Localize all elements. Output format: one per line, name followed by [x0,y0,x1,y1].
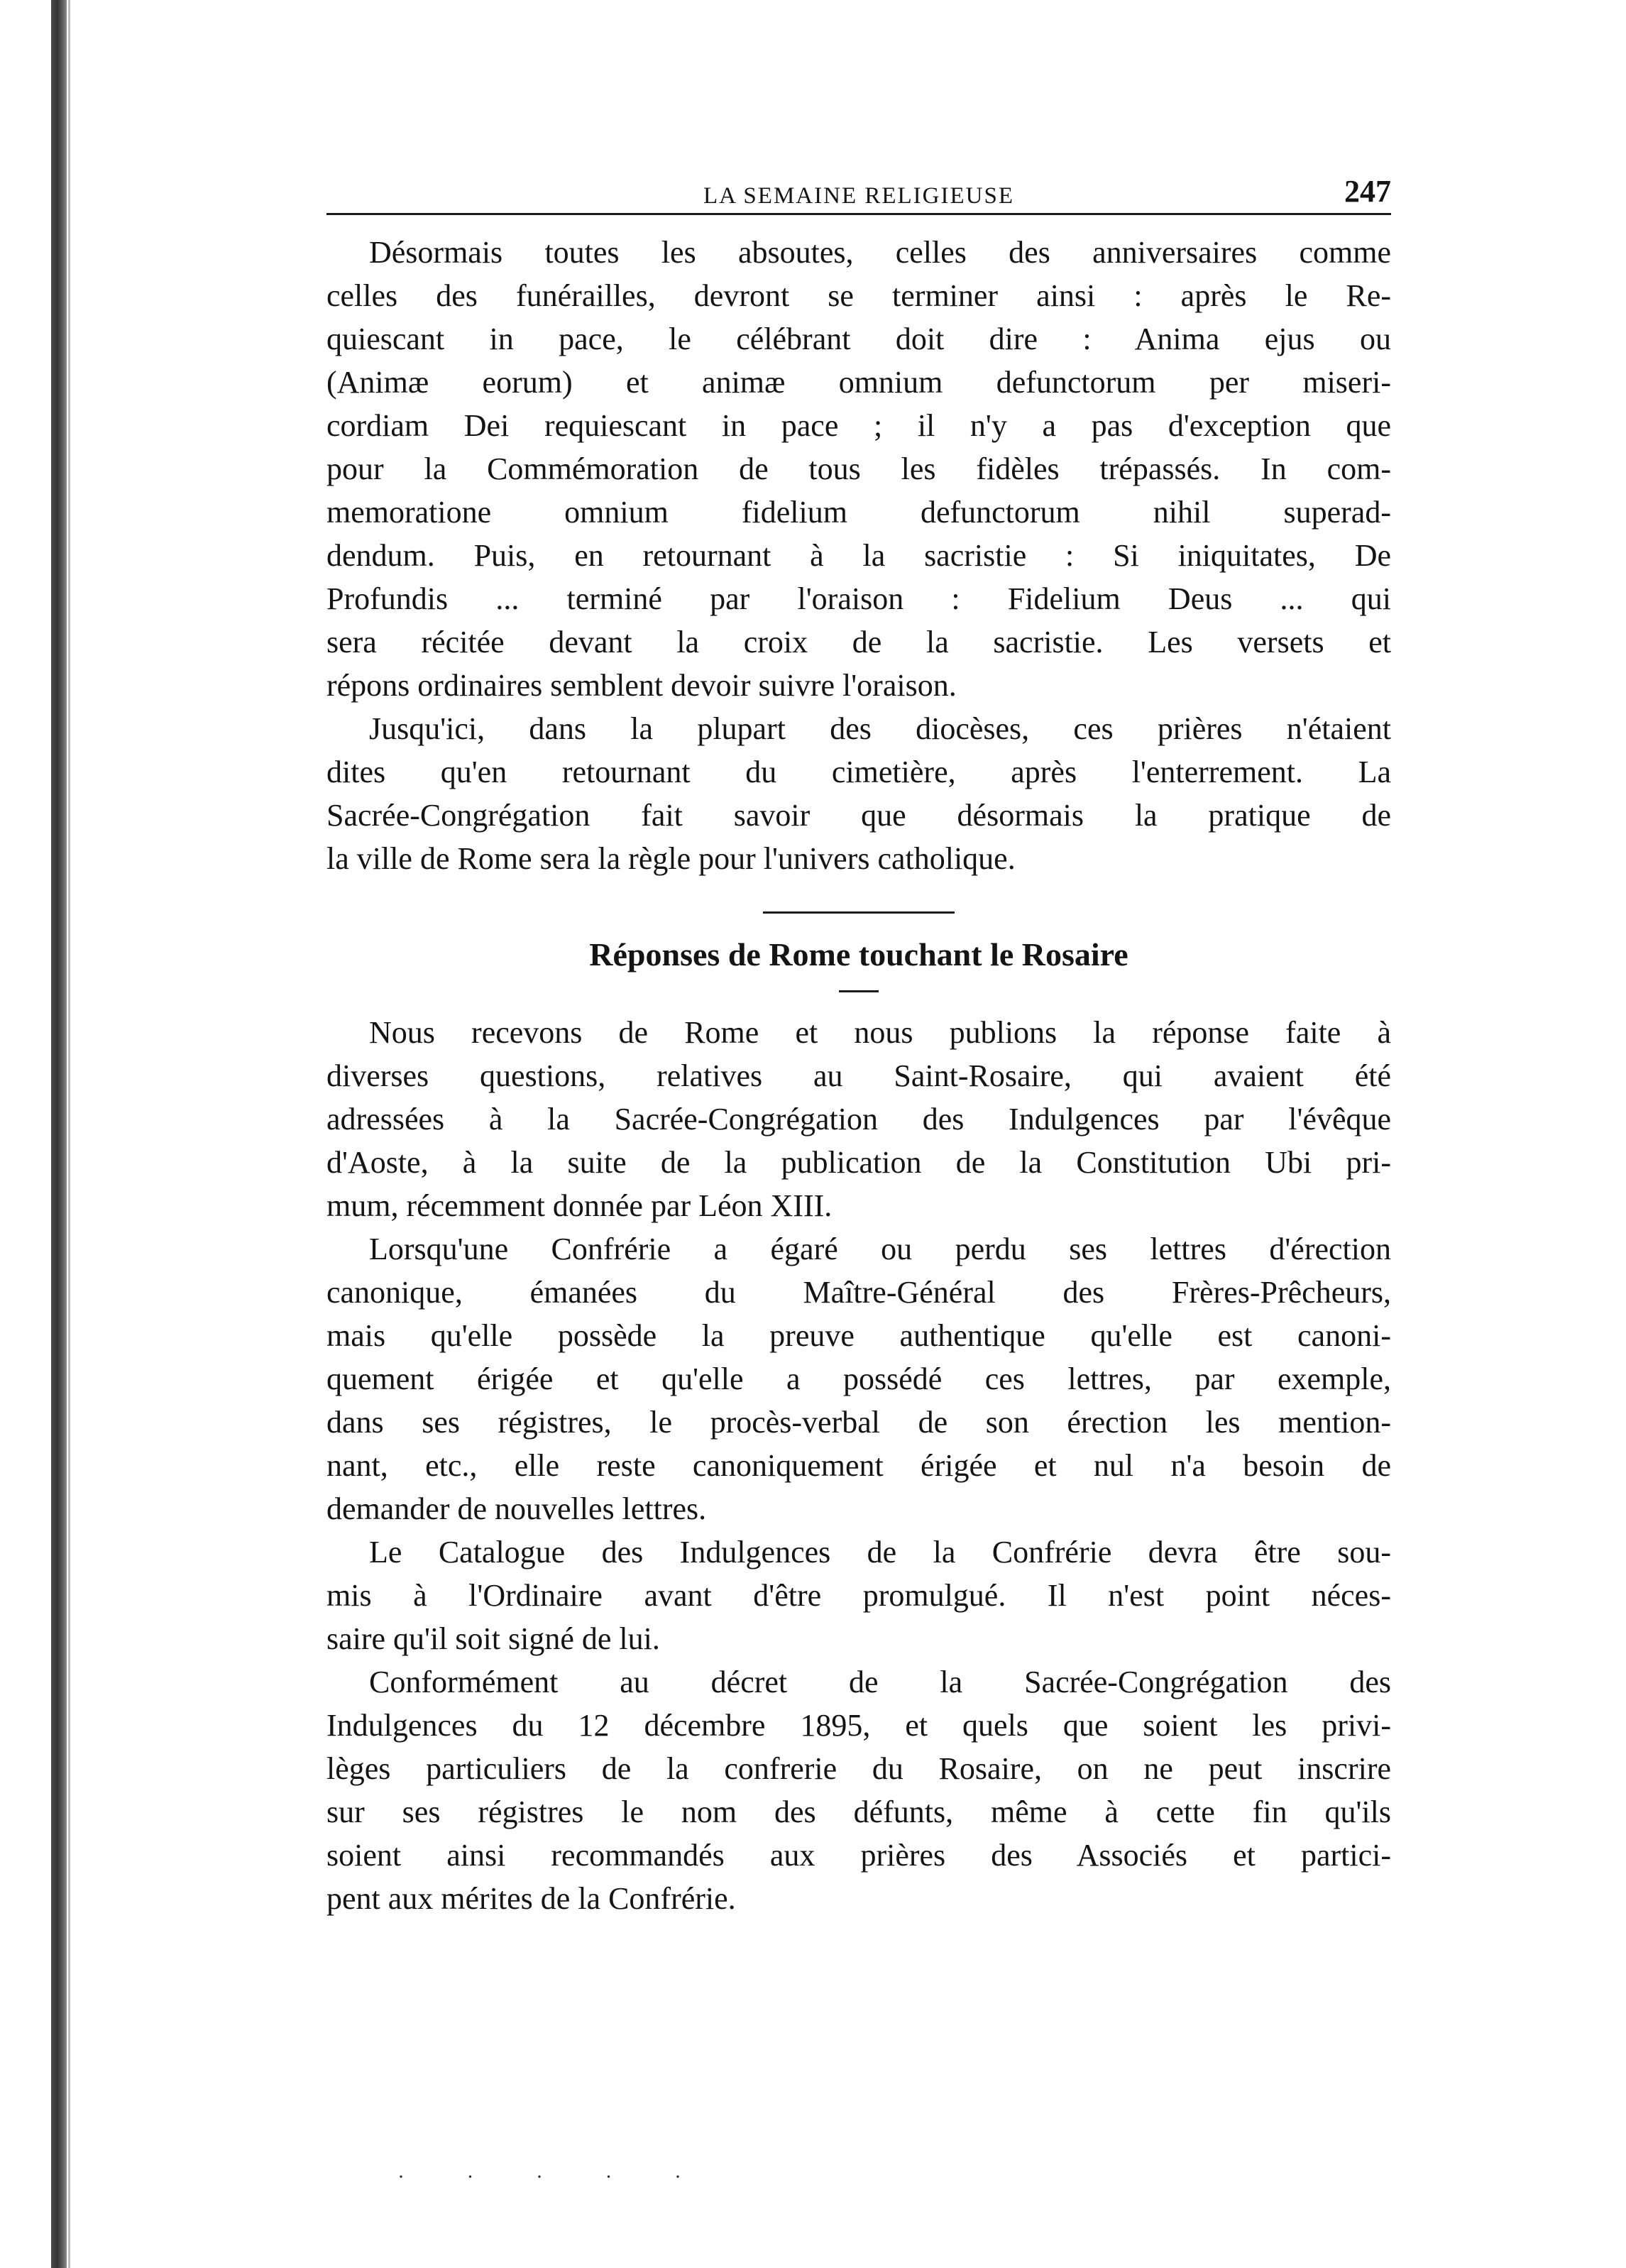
text-line: (Animæ eorum) et animæ omnium defunctorum per miseri- [326,365,1391,400]
text-line: lèges particuliers de la confrerie du Rosaire, on ne peut inscrire [326,1751,1391,1786]
text-line: memoratione omnium fidelium defunctorum nihil superad- [326,495,1391,530]
text-line: Désormais toutes les absoutes, celles des anniversaires comme [369,235,1391,270]
title-dash [839,990,879,992]
document-page [326,163,1391,1920]
page-header [326,163,1391,215]
text-line: cordiam Dei requiescant in pace ; il n'y a pas d'exception que [326,408,1391,443]
text-line: Sacrée-Congrégation fait savoir que désormais la pratique de [326,798,1391,833]
text-line: sera récitée devant la croix de la sacristie. Les versets et [326,625,1391,659]
text-line: soient ainsi recommandés aux prières des Associés et partici- [326,1838,1391,1873]
text-line: Le Catalogue des Indulgences de la Confrérie devra être sou- [369,1535,1391,1569]
page-number: 247 [1344,174,1391,209]
section-text-block [326,1011,1391,1920]
text-line: Lorsqu'une Confrérie a égaré ou perdu ses lettres d'érection [369,1232,1391,1266]
text-line: demander de nouvelles lettres. [326,1491,707,1526]
text-line: Indulgences du 12 décembre 1895, et quels que soient les privi- [326,1708,1391,1743]
top-text-block [326,231,1391,880]
text-line: Jusqu'ici, dans la plupart des diocèses, ces prières n'étaient [369,711,1391,746]
text-line: la ville de Rome sera la règle pour l'univers catholique. [326,841,1016,876]
text-line: celles des funérailles, devront se terminer ainsi : après le Re- [326,278,1391,313]
print-specks: · · · · · [397,2165,710,2188]
paragraph [326,707,1391,880]
book-binding-edge [51,0,67,2268]
text-line: dendum. Puis, en retournant à la sacristie : Si iniquitates, De [326,538,1391,573]
text-line: canonique, émanées du Maître-Général des Frères-Prêcheurs, [326,1275,1391,1310]
page-gutter-line [68,0,70,2268]
section-separator-rule [763,911,955,914]
paragraph [326,1660,1391,1920]
text-line: mis à l'Ordinaire avant d'être promulgué. Il n'est point néces- [326,1578,1391,1613]
text-line: Conformément au décret de la Sacrée-Congrégation des [369,1665,1391,1699]
text-line: Nous recevons de Rome et nous publions la réponse faite à [369,1015,1391,1050]
text-line: mais qu'elle possède la preuve authentique qu'elle est canoni- [326,1318,1391,1353]
paragraph [326,1530,1391,1660]
text-line: nant, etc., elle reste canoniquement érigée et nul n'a besoin de [326,1448,1391,1483]
text-line: répons ordinaires semblent devoir suivre l'oraison. [326,668,957,703]
text-line: quement érigée et qu'elle a possédé ces lettres, par exemple, [326,1362,1391,1396]
text-line: saire qu'il soit signé de lui. [326,1621,660,1656]
section-title: Réponses de Rome touchant le Rosaire [589,936,1128,973]
paragraph [326,1011,1391,1227]
paragraph [326,231,1391,707]
text-line: dites qu'en retournant du cimetière, après l'enterrement. La [326,755,1391,789]
text-line: Profundis ... terminé par l'oraison : Fidelium Deus ... qui [326,581,1391,616]
paragraph [326,1227,1391,1530]
text-line: pour la Commémoration de tous les fidèles trépassés. In com- [326,451,1391,486]
text-line: quiescant in pace, le célébrant doit dire : Anima ejus ou [326,322,1391,356]
text-line: sur ses régistres le nom des défunts, même à cette fin qu'ils [326,1795,1391,1829]
running-head: LA SEMAINE RELIGIEUSE [703,183,1014,209]
text-line: mum, récemment donnée par Léon XIII. [326,1188,833,1223]
text-line: dans ses régistres, le procès-verbal de son érection les mention- [326,1405,1391,1440]
text-line: diverses questions, relatives au Saint-Rosaire, qui avaient été [326,1058,1391,1093]
text-line: pent aux mérites de la Confrérie. [326,1881,736,1916]
text-line: d'Aoste, à la suite de la publication de la Constitution Ubi pri- [326,1145,1391,1180]
text-line: adressées à la Sacrée-Congrégation des Indulgences par l'évêque [326,1102,1391,1136]
